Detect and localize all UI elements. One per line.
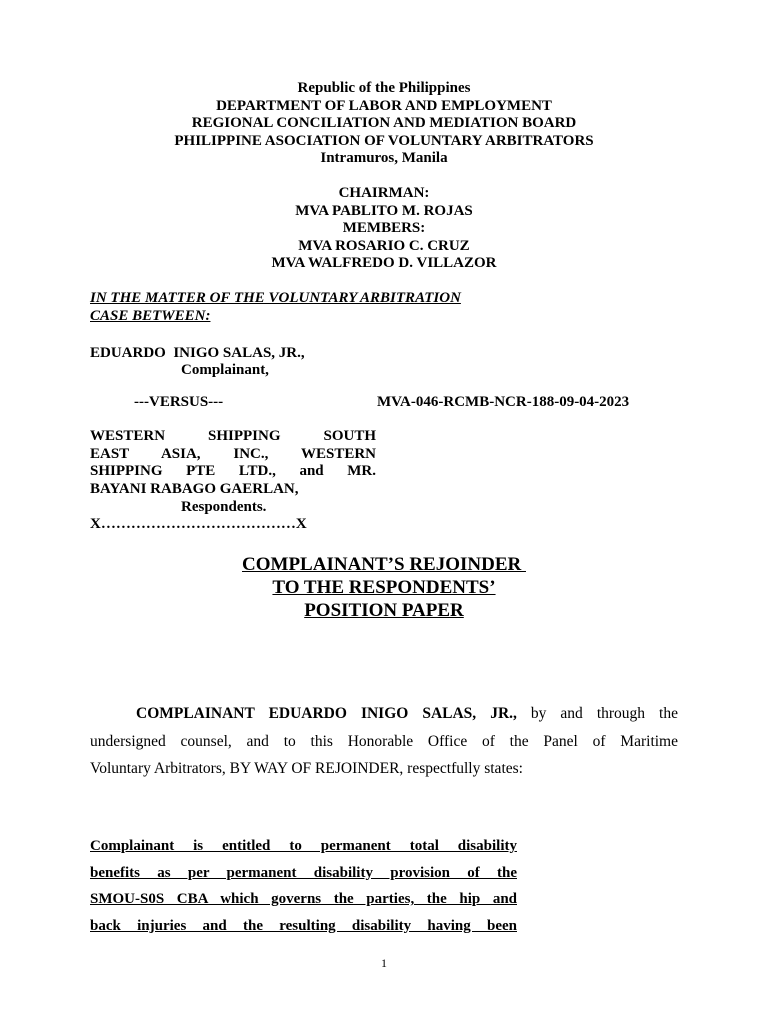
intro-paragraph [90, 700, 678, 783]
intro-text: by and through the [530, 705, 678, 722]
chairman-name: MVA PABLITO M. ROJAS [295, 202, 473, 219]
title-line: COMPLAINANT’S REJOINDER [242, 554, 526, 575]
complainant-role: Complainant, [181, 362, 269, 378]
issue-heading [90, 833, 517, 939]
complainant-lead: COMPLAINANT EDUARDO INIGO SALAS, JR., [136, 705, 517, 722]
respondents-line: SHIPPING PTE LTD., and MR. [90, 463, 376, 479]
intro-line: Voluntary Arbitrators, BY WAY OF REJOINDER, respectfully states: [90, 760, 523, 777]
members-label: MEMBERS: [342, 220, 426, 236]
agency-header [0, 80, 768, 168]
header-board: REGIONAL CONCILIATION AND MEDIATION BOARD [191, 115, 577, 131]
matter-caption-line2: CASE BETWEEN: [90, 308, 211, 324]
intro-line: undersigned counsel, and to this Honorable Office of the Panel of Maritime [90, 732, 678, 750]
page-number: 1 [381, 956, 387, 970]
header-association: PHILIPPINE ASOCIATION OF VOLUNTARY ARBITRATORS [174, 132, 594, 149]
issue-line: Complainant is entitled to permanent total disability [90, 838, 517, 854]
arbitration-panel [0, 185, 768, 273]
respondents-line: WESTERN SHIPPING SOUTH [90, 428, 376, 444]
chairman-label: CHAIRMAN: [338, 185, 430, 201]
title-line: TO THE RESPONDENTS’ [272, 577, 496, 598]
respondents-line: EAST ASIA, INC., WESTERN [90, 445, 376, 462]
issue-line: SMOU-S0S CBA which governs the parties, the hip and [90, 891, 517, 907]
intro-line [90, 700, 678, 728]
header-department: DEPARTMENT OF LABOR AND EMPLOYMENT [216, 97, 552, 114]
member-name: MVA ROSARIO C. CRUZ [298, 237, 470, 254]
title-line: POSITION PAPER [304, 600, 464, 621]
case-number: MVA-046-RCMB-NCR-188-09-04-2023 [377, 394, 630, 410]
caption-separator: X…………………………………X [90, 516, 307, 532]
versus-label: ---VERSUS--- [134, 394, 224, 410]
respondents-role: Respondents. [181, 499, 267, 515]
header-location: Intramuros, Manila [320, 150, 448, 166]
member-name: MVA WALFREDO D. VILLAZOR [271, 255, 497, 271]
document-title [0, 553, 768, 622]
issue-line: benefits as per permanent disability provision of the [90, 864, 517, 881]
respondents-line: BAYANI RABAGO GAERLAN, [90, 480, 299, 497]
matter-caption-line1: IN THE MATTER OF THE VOLUNTARY ARBITRATION [90, 290, 461, 306]
complainant-name: EDUARDO INIGO SALAS, JR., [90, 345, 305, 361]
header-republic: Republic of the Philippines [297, 80, 471, 96]
issue-line: back injuries and the resulting disability having been [90, 917, 517, 934]
respondents-block [90, 428, 376, 498]
